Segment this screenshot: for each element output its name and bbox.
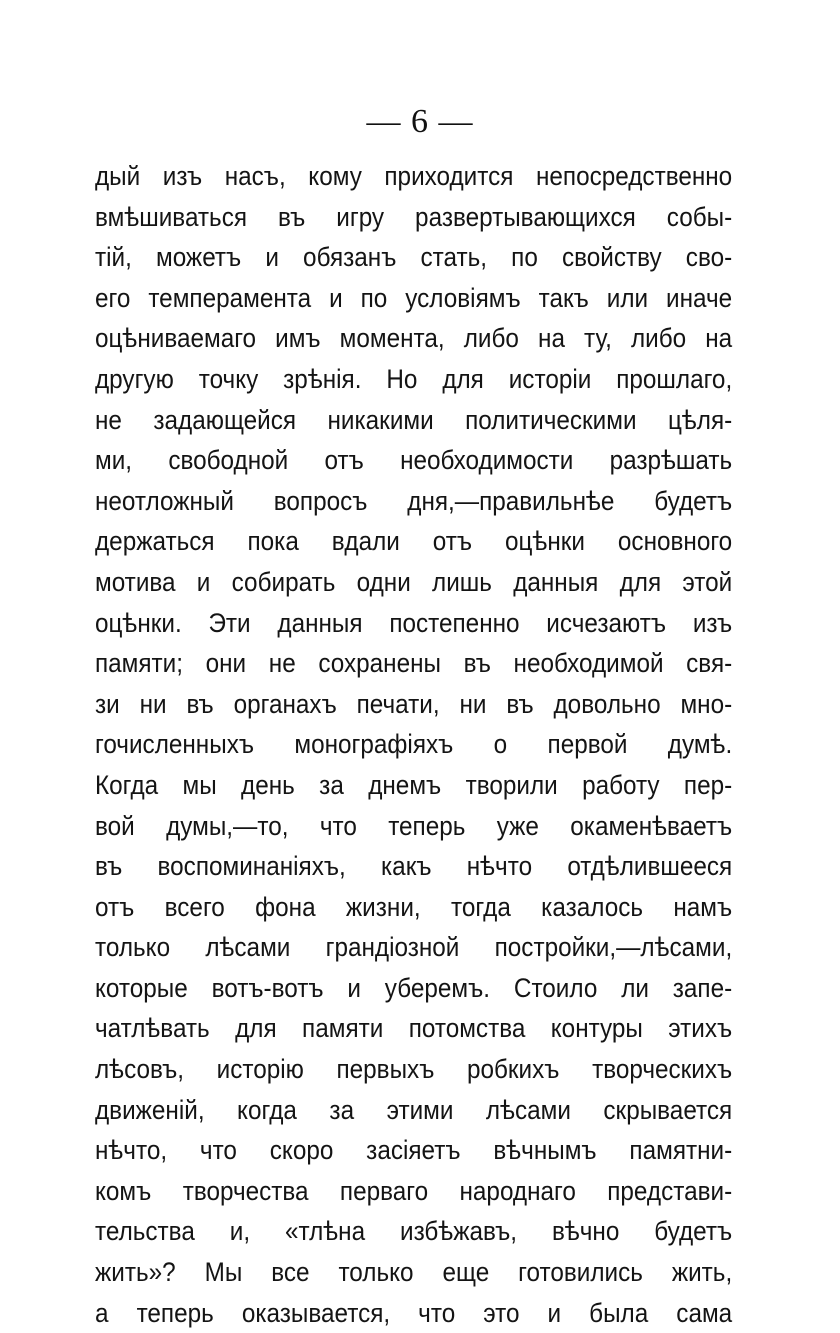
text-line: другую точку зрѣнія. Но для исторіи прошлаго, — [95, 363, 733, 394]
text-line: вмѣшиваться въ игру развертывающихся собы- — [95, 201, 733, 232]
text-line: жить»? Мы все только еще готовились жить, — [95, 1257, 733, 1288]
text-line: чатлѣвать для памяти потомства контуры этихъ — [95, 1013, 733, 1044]
text-line: которые вотъ-вотъ и уберемъ. Стоило ли запе- — [95, 972, 733, 1003]
text-line: ми, свободной отъ необходимости разрѣшать — [95, 445, 733, 476]
text-line: лѣсовъ, исторію первыхъ робкихъ творческихъ — [95, 1054, 733, 1085]
text-line: оцѣниваемаго имъ момента, либо на ту, либо на — [95, 323, 733, 354]
text-line: не задающейся никакими политическими цѣля- — [95, 404, 733, 435]
text-line: нѣчто, что скоро засіяетъ вѣчнымъ памятни- — [95, 1135, 733, 1166]
text-line: зи ни въ органахъ печати, ни въ довольно мно- — [95, 688, 733, 719]
text-line: памяти; они не сохранены въ необходимой свя- — [95, 648, 733, 679]
text-line: тельства и, «тлѣна избѣжавъ, вѣчно будетъ — [95, 1216, 733, 1247]
text-line: оцѣнки. Эти данныя постепенно исчезаютъ изъ — [95, 607, 733, 638]
text-line: Когда мы день за днемъ творили работу пер- — [95, 769, 733, 800]
text-line: вой думы,—то, что теперь уже окаменѣваетъ — [95, 810, 733, 841]
body-paragraph — [95, 156, 733, 1333]
text-line: неотложный вопросъ дня,—правильнѣе будетъ — [95, 485, 733, 516]
text-line: держаться пока вдали отъ оцѣнки основного — [95, 526, 733, 557]
text-line: дый изъ насъ, кому приходится непосредственно — [95, 161, 733, 191]
text-line: гочисленныхъ монографіяхъ о первой думѣ. — [95, 729, 733, 760]
text-line: комъ творчества перваго народнаго представи- — [95, 1175, 733, 1206]
page-number: — 6 — — [366, 103, 474, 140]
text-line: въ воспоминаніяхъ, какъ нѣчто отдѣлившееся — [95, 851, 733, 882]
text-line: отъ всего фона жизни, тогда казалось намъ — [95, 891, 733, 922]
text-line: мотива и собирать одни лишь данныя для этой — [95, 566, 733, 597]
text-line: а теперь оказывается, что это и была сама — [95, 1297, 733, 1328]
text-line: тій, можетъ и обязанъ стать, по свойству сво- — [95, 242, 733, 273]
text-line: его темперамента и по условіямъ такъ или иначе — [95, 282, 733, 313]
text-line: движеній, когда за этими лѣсами скрывается — [95, 1094, 733, 1125]
text-line: только лѣсами грандіозной постройки,—лѣсами, — [95, 932, 733, 963]
